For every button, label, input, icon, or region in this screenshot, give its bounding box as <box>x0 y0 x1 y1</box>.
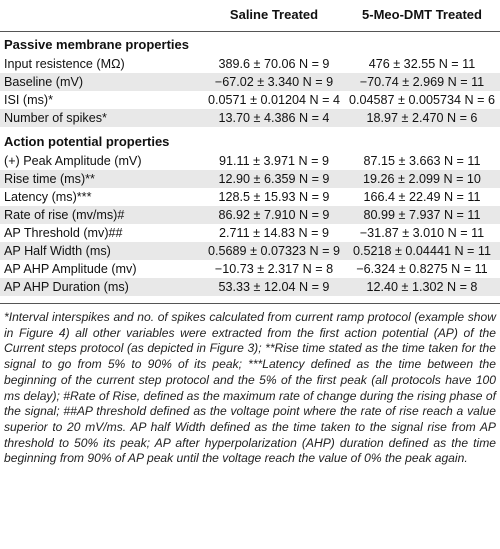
row-label: Rate of rise (mv/ms)# <box>4 208 125 222</box>
dmt-value: −31.87 ± 3.010 N = 11 <box>359 226 485 240</box>
section-title <box>0 36 500 54</box>
table-row <box>0 152 500 170</box>
dmt-value: 19.26 ± 2.099 N = 10 <box>363 172 481 186</box>
table-row <box>0 188 500 206</box>
row-label: AP Threshold (mv)## <box>4 226 123 240</box>
row-label: AP AHP Amplitude (mv) <box>4 262 137 276</box>
table-row <box>0 278 500 296</box>
table-row <box>0 91 500 109</box>
table-row <box>0 73 500 91</box>
header-divider <box>0 31 500 32</box>
row-label: AP AHP Duration (ms) <box>4 280 129 294</box>
table-row <box>0 206 500 224</box>
dmt-value: 166.4 ± 22.49 N = 11 <box>363 190 481 204</box>
header-col-dmt: 5-Meo-DMT Treated <box>362 7 482 22</box>
section-title-text: Action potential properties <box>4 134 170 149</box>
dmt-value: −70.74 ± 2.969 N = 11 <box>359 75 485 89</box>
dmt-value: 0.5218 ± 0.04441 N = 11 <box>353 244 491 258</box>
saline-value: 0.0571 ± 0.01204 N = 4 <box>208 93 340 107</box>
row-label: (+) Peak Amplitude (mV) <box>4 154 142 168</box>
header-col-saline: Saline Treated <box>229 7 319 22</box>
section-title <box>0 133 500 151</box>
dmt-value: 476 ± 32.55 N = 11 <box>368 57 476 71</box>
dmt-value: 87.15 ± 3.663 N = 11 <box>363 154 481 168</box>
table-row <box>0 170 500 188</box>
saline-value: 53.33 ± 12.04 N = 9 <box>218 280 330 294</box>
dmt-value: 0.04587 ± 0.005734 N = 6 <box>349 93 495 107</box>
row-label: ISI (ms)* <box>4 93 53 107</box>
table-row <box>0 242 500 260</box>
saline-value: 0.5689 ± 0.07323 N = 9 <box>208 244 340 258</box>
table-footnote: *Interval interspikes and no. of spikes calculated from current ramp protocol (example show in Figure 4) all other variables were extracted from the first action potential (AP) of the Current steps protocol (as depicted in Figure 3); **Rise time stated as the time taken for the signal to go from 5% to 90% of its peak; ***Latency defined as the time between the beginning of the current step protocol and the 5% of the first peak (all protocols have 100 ms delay); #Rate of Rise, defined as the maximum rate of change during the rising phase of the signal; ##AP threshold defined as the voltage point where the rate of rise reach a value superior to 20 mV/ms. AP half Width defined as the time taken to the signal rise from AP threshold to 50% its peak; AP after hyperpolarization (AHP) duration defined as the time beginning from 90% of AP peak until the voltage reach the value of 0% the peak again. <box>4 310 496 466</box>
dmt-value: 80.99 ± 7.937 N = 11 <box>363 208 481 222</box>
saline-value: −67.02 ± 3.340 N = 9 <box>214 75 334 89</box>
saline-value: 12.90 ± 6.359 N = 9 <box>218 172 330 186</box>
row-label: AP Half Width (ms) <box>4 244 111 258</box>
saline-value: −10.73 ± 2.317 N = 8 <box>214 262 334 276</box>
table-row <box>0 224 500 242</box>
table-bottom-rule <box>0 303 500 304</box>
table-header-row <box>0 6 500 24</box>
saline-value: 128.5 ± 15.93 N = 9 <box>218 190 330 204</box>
row-label: Rise time (ms)** <box>4 172 95 186</box>
dmt-value: 12.40 ± 1.302 N = 8 <box>366 280 478 294</box>
dmt-value: −6.324 ± 0.8275 N = 11 <box>356 262 488 276</box>
row-label: Input resistence (MΩ) <box>4 57 125 71</box>
saline-value: 389.6 ± 70.06 N = 9 <box>218 57 330 71</box>
saline-value: 13.70 ± 4.386 N = 4 <box>218 111 330 125</box>
table-row <box>0 55 500 73</box>
dmt-value: 18.97 ± 2.470 N = 6 <box>366 111 478 125</box>
row-label: Baseline (mV) <box>4 75 84 89</box>
section-title-text: Passive membrane properties <box>4 37 189 52</box>
saline-value: 86.92 ± 7.910 N = 9 <box>218 208 330 222</box>
table-row <box>0 109 500 127</box>
saline-value: 91.11 ± 3.971 N = 9 <box>219 154 329 168</box>
row-label: Latency (ms)*** <box>4 190 92 204</box>
table-row <box>0 260 500 278</box>
row-label: Number of spikes* <box>4 111 107 125</box>
saline-value: 2.711 ± 14.83 N = 9 <box>219 226 329 240</box>
